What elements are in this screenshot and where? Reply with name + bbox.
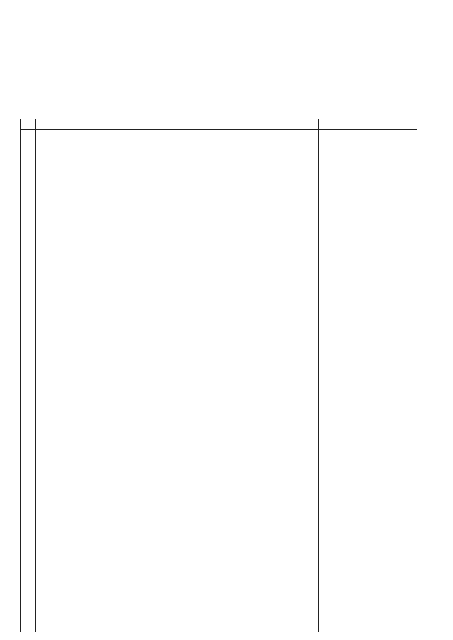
table-divider-code bbox=[35, 119, 36, 632]
table-border-left bbox=[20, 119, 21, 632]
table-divider-desc bbox=[318, 119, 319, 632]
row-divider bbox=[20, 129, 417, 130]
